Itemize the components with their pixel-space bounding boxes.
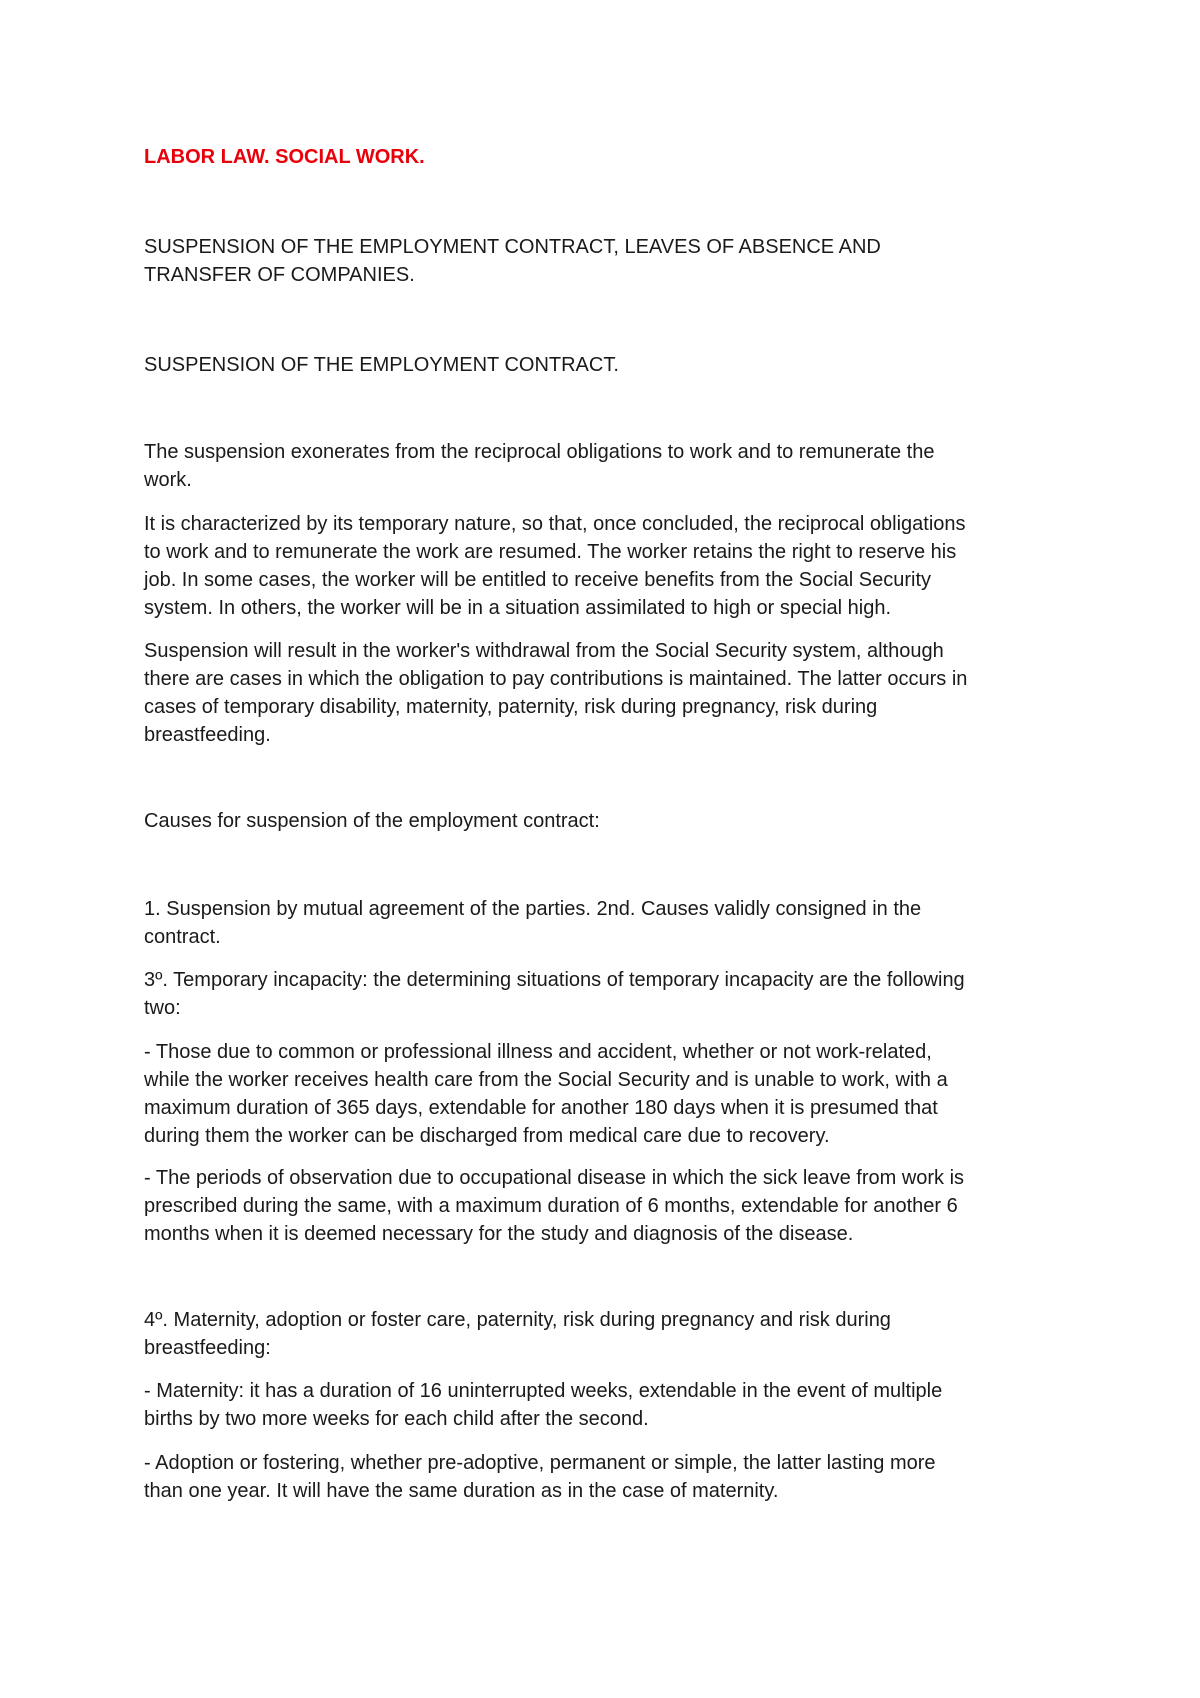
paragraph-1: The suspension exonerates from the reciprocal obligations to work and to remunerate the work. xyxy=(144,441,935,491)
cause-4-item-b: - Adoption or fostering, whether pre-adoptive, permanent or simple, the latter lasting more than one year. It will have the same duration as in the case of maternity. xyxy=(144,1452,936,1502)
main-heading: SUSPENSION OF THE EMPLOYMENT CONTRACT, LEAVES OF ABSENCE AND TRANSFER OF COMPANIES. xyxy=(144,236,881,286)
paragraph-2: It is characterized by its temporary nature, so that, once concluded, the reciprocal obligations to work and to remunerate the work are resumed. The worker retains the right to reserve his job. In some cases, the worker will be entitled to receive benefits from the Social Security system. In others, the worker will be in a situation assimilated to high or special high. xyxy=(144,513,966,619)
cause-3-item-a: - Those due to common or professional illness and accident, whether or not work-related, while the worker receives health care from the Social Security and is unable to work, with a maximum duration of 365 days, extendable for another 180 days when it is presumed that during them the worker can be discharged from medical care due to recovery. xyxy=(144,1041,948,1147)
cause-1-2: 1. Suspension by mutual agreement of the parties. 2nd. Causes validly consigned in the contract. xyxy=(144,898,922,948)
cause-3: 3º. Temporary incapacity: the determining situations of temporary incapacity are the following two: xyxy=(144,969,965,1019)
cause-4: 4º. Maternity, adoption or foster care, paternity, risk during pregnancy and risk during breastfeeding: xyxy=(144,1309,891,1359)
causes-heading: Causes for suspension of the employment contract: xyxy=(144,810,600,832)
paragraph-3: Suspension will result in the worker's withdrawal from the Social Security system, although there are cases in which the obligation to pay contributions is maintained. The latter occurs in cases of temporary disability, maternity, paternity, risk during pregnancy, risk during breastfeeding. xyxy=(144,640,968,746)
cause-4-item-a: - Maternity: it has a duration of 16 uninterrupted weeks, extendable in the event of multiple births by two more weeks for each child after the second. xyxy=(144,1380,943,1430)
section-heading: SUSPENSION OF THE EMPLOYMENT CONTRACT. xyxy=(144,354,619,376)
document-title: LABOR LAW. SOCIAL WORK. xyxy=(144,146,425,168)
cause-3-item-b: - The periods of observation due to occupational disease in which the sick leave from work is prescribed during the same, with a maximum duration of 6 months, extendable for another 6 months when it is deemed necessary for the study and diagnosis of the disease. xyxy=(144,1167,965,1245)
